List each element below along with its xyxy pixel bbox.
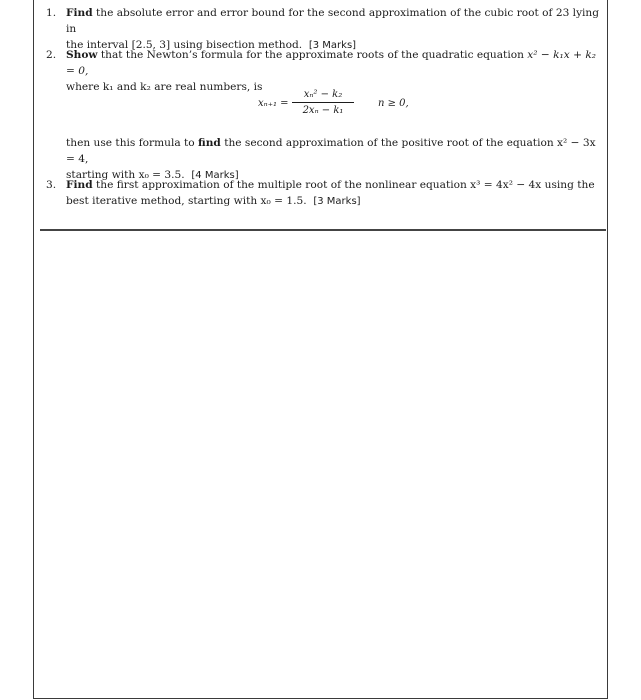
question-2-line-4: starting with x₀ = 3.5. [4 Marks] xyxy=(66,169,239,181)
question-3-marks: [3 Marks] xyxy=(313,196,361,207)
question-3-line-2: best iterative method, starting with x₀ = 1.5. [3 Marks] xyxy=(66,195,361,207)
question-2-verb-find: find xyxy=(198,137,221,149)
question-1-line-2: the interval [2.5, 3] using bisection method. [3 Marks] xyxy=(66,39,357,51)
question-1-line-1: Find the absolute error and error bound for the second approximation of the cubic root of 23 lying in xyxy=(66,7,600,35)
formula-fraction xyxy=(292,88,354,118)
question-2-number: 2. xyxy=(46,49,57,61)
question-2-line-3: then use this formula to find the second approximation of the positive root of the equation x² − 3x = 4, xyxy=(66,137,596,165)
question-2-line-1: Show that the Newton’s formula for the approximate roots of the quadratic equation x² − k₁x + k₂ = 0, xyxy=(66,49,597,77)
formula-condition: n ≥ 0, xyxy=(378,98,409,109)
question-2-marks: [4 Marks] xyxy=(191,170,239,181)
formula-lhs: xₙ₊₁ = xyxy=(258,98,289,109)
question-1-marks: [3 Marks] xyxy=(308,40,357,51)
question-1-number: 1. xyxy=(46,7,57,19)
question-3-line-1: Find the first approximation of the multiple root of the nonlinear equation x³ = 4x² − 4x using the xyxy=(66,179,595,191)
formula-numerator: xₙ² − k₂ xyxy=(292,88,354,103)
question-2-verb: Show xyxy=(66,49,98,61)
question-3-verb: Find xyxy=(66,179,93,191)
question-1-verb: Find xyxy=(66,7,93,19)
question-3 xyxy=(46,177,602,210)
formula-denominator: 2xₙ − k₁ xyxy=(302,105,344,116)
horizontal-rule xyxy=(40,229,606,231)
question-3-number: 3. xyxy=(46,179,57,191)
question-2-equation: x² − k₁x + k₂ = 0, xyxy=(66,49,597,77)
question-2-line-2: where k₁ and k₂ are real numbers, is xyxy=(66,81,263,93)
